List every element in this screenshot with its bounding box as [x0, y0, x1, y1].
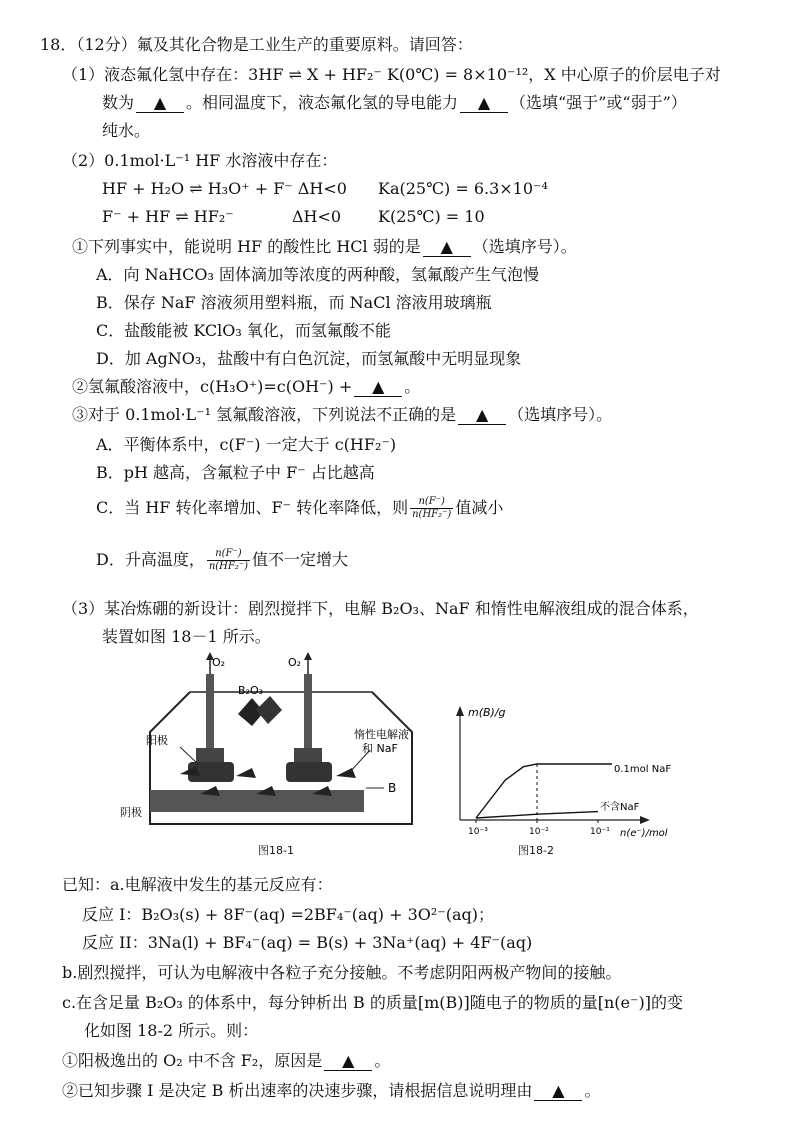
option-1a: A．向 NaHCO₃ 固体滴加等浓度的两种酸，氢氟酸产生气泡慢	[96, 265, 539, 284]
x-axis-label: n(e⁻)/mol	[620, 828, 668, 839]
x-tick-label: 10⁻²	[529, 827, 549, 837]
b-particle	[236, 768, 256, 778]
final-q1-text: ①阳极逸出的 O₂ 中不含 F₂，原因是	[62, 1051, 323, 1070]
b-label: B	[388, 781, 397, 795]
part1-line1: （1）液态氟化氢中存在：3HF ⇌ X + HF₂⁻ K(0℃) = 8×10⁻¹²，X 中心原子的价层电子对	[62, 65, 721, 84]
part1-text-b: 。相同温度下，液态氟化氢的导电能力	[186, 93, 459, 112]
fraction-c-den: n(HF₂⁻)	[412, 509, 452, 520]
subq-3-tail: （选填序号）。	[508, 405, 613, 424]
legend-no-naf: 不含NaF	[600, 802, 640, 813]
part3-line2: 装置如图 18－1 所示。	[102, 627, 271, 646]
reaction-1: 反应 I：B₂O₃(s) + 8F⁻(aq) =2BF₄⁻(aq) + 3O²⁻(aq)；	[82, 905, 495, 924]
known-c1: c.在含足量 B₂O₃ 的体系中，每分钟析出 B 的质量[m(B)]随电子的物质的量[n(e⁻)]的变	[62, 993, 683, 1012]
option-3c	[96, 496, 503, 521]
dh-value-2: ΔH<0	[292, 207, 342, 226]
k-value: K(25℃) = 10	[378, 207, 485, 226]
answer-blank-5[interactable]: ▲	[458, 406, 506, 425]
question-number: 18．	[40, 35, 77, 54]
fraction-d-num: n(F⁻)	[207, 548, 250, 561]
anode-rod-left	[206, 674, 214, 754]
anode-clamp-left	[196, 748, 224, 764]
y-axis-arrow	[456, 706, 464, 716]
subq-3-text: ③对于 0.1mol·L⁻¹ 氢氟酸溶液，下列说法不正确的是	[72, 405, 457, 424]
fraction-d-den: n(HF₂⁻)	[208, 561, 249, 572]
o2-label-right: O₂	[288, 656, 302, 669]
answer-blank-7[interactable]: ▲	[534, 1082, 582, 1101]
electrolyte-label-2: 和 NaF	[362, 742, 398, 755]
part3-line1: （3）某冶炼硼的新设计：剧烈搅拌下，电解 B₂O₃、NaF 和惰性电解液组成的混合体系，	[62, 599, 699, 618]
subq-1-text: ①下列事实中，能说明 HF 的酸性比 HCl 弱的是	[72, 237, 421, 256]
legend-naf: 0.1mol NaF	[614, 764, 672, 775]
equation-1: HF + H₂O ⇌ H₃O⁺ + F⁻ ΔH<0	[102, 179, 347, 198]
option-3b: B．pH 越高，含氟粒子中 F⁻ 占比越高	[96, 463, 375, 482]
part1-text-c: （选填“强于”或“弱于”）	[510, 93, 687, 112]
electrolyte-label-1: 惰性电解液	[354, 728, 409, 741]
option-1c: C．盐酸能被 KClO₃ 氧化，而氢氟酸不能	[96, 321, 391, 340]
anode-rod-right	[304, 674, 312, 754]
x-tick-label: 10⁻³	[468, 827, 488, 837]
answer-blank-6[interactable]: ▲	[324, 1052, 372, 1071]
part1-text-a: 数为	[102, 93, 135, 112]
final-q1-tail: 。	[374, 1051, 391, 1070]
leader-anode	[180, 747, 198, 764]
known-b: b.剧烈搅拌，可认为电解液中各粒子充分接触。不考虑阴阳两极产物间的接触。	[62, 963, 622, 982]
subq-2	[72, 376, 420, 398]
figure-18-1-caption: 图18-1	[258, 844, 294, 857]
part2-header: （2）0.1mol·L⁻¹ HF 水溶液中存在：	[62, 151, 338, 170]
final-q2-tail: 。	[584, 1081, 601, 1100]
answer-blank-2[interactable]: ▲	[460, 94, 508, 113]
figure-18-2	[448, 700, 720, 840]
subq-2-tail: 。	[404, 377, 421, 396]
o2-label-left: O₂	[212, 656, 226, 669]
cathode-bar	[150, 790, 364, 812]
part1-line2	[102, 92, 687, 114]
option-1b: B．保存 NaF 溶液须用塑料瓶，而 NaCl 溶液用玻璃瓶	[96, 293, 492, 312]
x-tick-label: 10⁻¹	[590, 827, 610, 837]
option-3c-text: C．当 HF 转化率增加、F⁻ 转化率降低，则	[96, 498, 409, 517]
anode-label: 阳极	[146, 734, 168, 747]
option-3d-tail: 值不一定增大	[252, 550, 349, 569]
subq-1-tail: （选填序号）。	[472, 237, 577, 256]
subq-1	[72, 236, 577, 258]
final-q1	[62, 1050, 390, 1072]
b2o3-chunk-2	[256, 696, 282, 724]
b2o3-label: B₂O₃	[238, 684, 264, 697]
ka-value: Ka(25℃) = 6.3×10⁻⁴	[378, 179, 548, 198]
known-header: 已知：a.电解液中发生的基元反应有：	[62, 875, 333, 894]
subq-3	[72, 404, 612, 426]
b-particle	[336, 768, 356, 778]
part1-line3: 纯水。	[102, 121, 151, 140]
chart-series-group	[476, 764, 612, 823]
figure-18-1	[140, 652, 422, 834]
figure-18-2-caption: 图18-2	[518, 844, 554, 857]
answer-blank-4[interactable]: ▲	[354, 378, 402, 397]
question-points: （12分）	[76, 35, 137, 54]
question-intro: 氟及其化合物是工业生产的重要原料。请回答：	[136, 35, 473, 54]
question-header	[40, 34, 473, 56]
option-3d	[96, 548, 348, 573]
option-3a: A．平衡体系中，c(F⁻) 一定大于 c(HF₂⁻)	[96, 435, 397, 454]
answer-blank-1[interactable]: ▲	[136, 94, 184, 113]
fraction-d	[207, 548, 250, 573]
known-c2: 化如图 18-2 所示。则：	[84, 1021, 259, 1040]
option-1d: D．加 AgNO₃，盐酸中有白色沉淀，而氢氟酸中无明显现象	[96, 349, 522, 368]
option-3d-text: D．升高温度，	[96, 550, 205, 569]
series-line-0	[476, 764, 612, 818]
subq-2-text: ②氢氟酸溶液中，c(H₃O⁺)=c(OH⁻) +	[72, 377, 353, 396]
anode-clamp-right	[294, 748, 322, 764]
option-3c-tail: 值减小	[455, 498, 504, 517]
fraction-c-num: n(F⁻)	[410, 496, 453, 509]
x-axis-arrow	[640, 816, 650, 824]
fraction-c	[410, 496, 453, 521]
y-axis-label: m(B)/g	[468, 706, 506, 719]
anode-block-right	[286, 762, 332, 782]
equation-2: F⁻ + HF ⇌ HF₂⁻	[102, 207, 234, 226]
cathode-label: 阴极	[120, 806, 142, 819]
final-q2-text: ②已知步骤 I 是决定 B 析出速率的决速步骤，请根据信息说明理由	[62, 1081, 533, 1100]
final-q2	[62, 1080, 600, 1102]
reaction-2: 反应 II：3Na(l) + BF₄⁻(aq) = B(s) + 3Na⁺(aq) + 4F⁻(aq)	[82, 933, 533, 952]
gas-arrowhead-right	[304, 652, 312, 660]
answer-blank-3[interactable]: ▲	[423, 238, 471, 257]
